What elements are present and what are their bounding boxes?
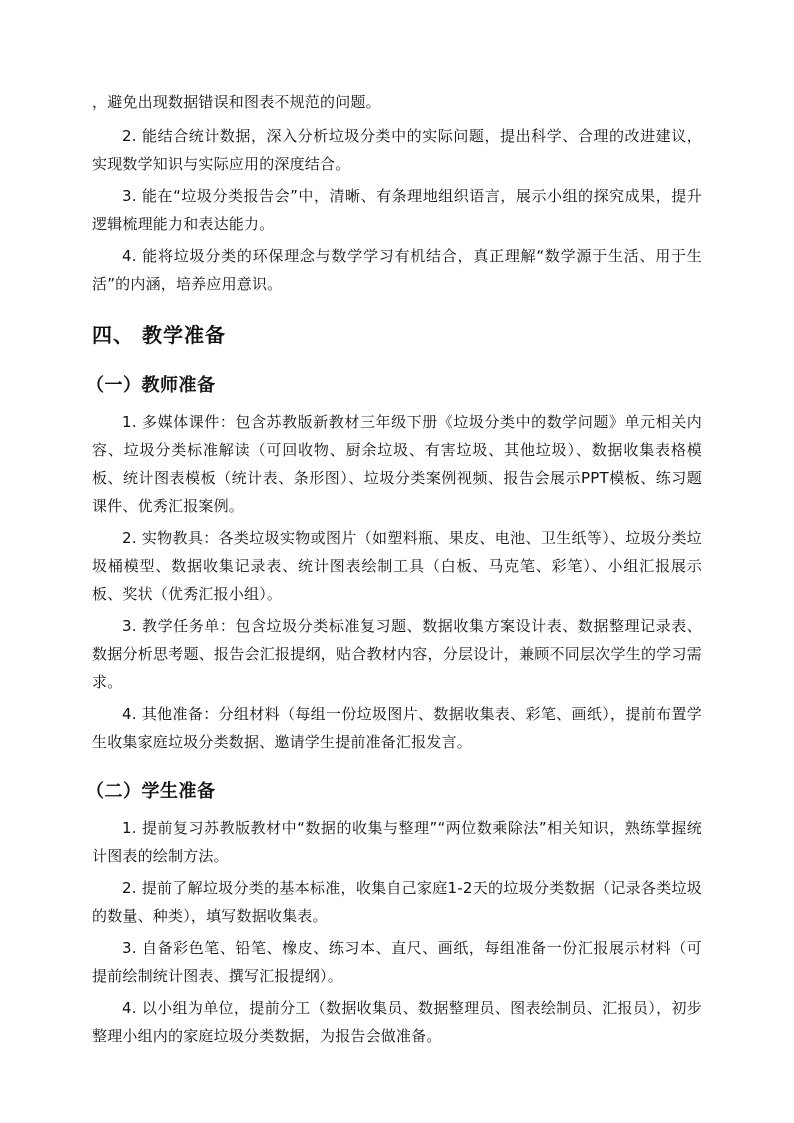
student-item-1: 1. 提前复习苏教版教材中“数据的收集与整理”“两位数乘除法”相关知识，熟练掌握统计图表的绘制方法。 — [92, 819, 702, 865]
section-heading-teaching-preparation: 四、 教学准备 — [92, 323, 226, 347]
teacher-item-1: 1. 多媒体课件：包含苏教版新教材三年级下册《垃圾分类中的数学问题》单元相关内容、垃圾分类标准解读（可回收物、厨余垃圾、有害垃圾、其他垃圾）、数据收集表格模板、统计图表模板（统计表、条形图）、垃圾分类案例视频、报告会展示PPT模板、练习题课件、优秀汇报案例。 — [92, 413, 702, 515]
student-item-3: 3. 自备彩色笔、铅笔、橡皮、练习本、直尺、画纸，每组准备一份汇报展示材料（可提前绘制统计图表、撰写汇报提纲）。 — [92, 939, 702, 985]
teacher-item-3: 3. 教学任务单：包含垃圾分类标准复习题、数据收集方案设计表、数据整理记录表、数据分析思考题、报告会汇报提纲，贴合教材内容，分层设计，兼顾不同层次学生的学习需求。 — [92, 617, 702, 691]
document-page — [86, 0, 702, 1050]
paragraph-fragment: ，避免出现数据错误和图表不规范的问题。 — [92, 93, 381, 111]
teacher-item-4: 4. 其他准备：分组材料（每组一份垃圾图片、数据收集表、彩笔、画纸），提前布置学生收集家庭垃圾分类数据、邀请学生提前准备汇报发言。 — [92, 705, 702, 751]
goal-item-3: 3. 能在“垃圾分类报告会”中，清晰、有条理地组织语言，展示小组的探究成果，提升逻辑梳理能力和表达能力。 — [92, 187, 702, 233]
goal-item-2: 2. 能结合统计数据，深入分析垃圾分类中的实际问题，提出科学、合理的改进建议，实现数学知识与实际应用的深度结合。 — [92, 127, 702, 173]
student-item-2: 2. 提前了解垃圾分类的基本标准，收集自己家庭1-2天的垃圾分类数据（记录各类垃圾的数量、种类），填写数据收集表。 — [92, 879, 702, 925]
student-item-4: 4. 以小组为单位，提前分工（数据收集员、数据整理员、图表绘制员、汇报员），初步整理小组内的家庭垃圾分类数据，为报告会做准备。 — [92, 999, 702, 1045]
goal-item-4: 4. 能将垃圾分类的环保理念与数学学习有机结合，真正理解“数学源于生活、用于生活”的内涵，培养应用意识。 — [92, 247, 702, 293]
teacher-item-2: 2. 实物教具：各类垃圾实物或图片（如塑料瓶、果皮、电池、卫生纸等）、垃圾分类垃圾桶模型、数据收集记录表、统计图表绘制工具（白板、马克笔、彩笔）、小组汇报展示板、奖状（优秀汇报小组）。 — [92, 529, 702, 603]
subsection-heading-student: （二）学生准备 — [86, 781, 216, 802]
subsection-heading-teacher: （一）教师准备 — [86, 375, 216, 396]
